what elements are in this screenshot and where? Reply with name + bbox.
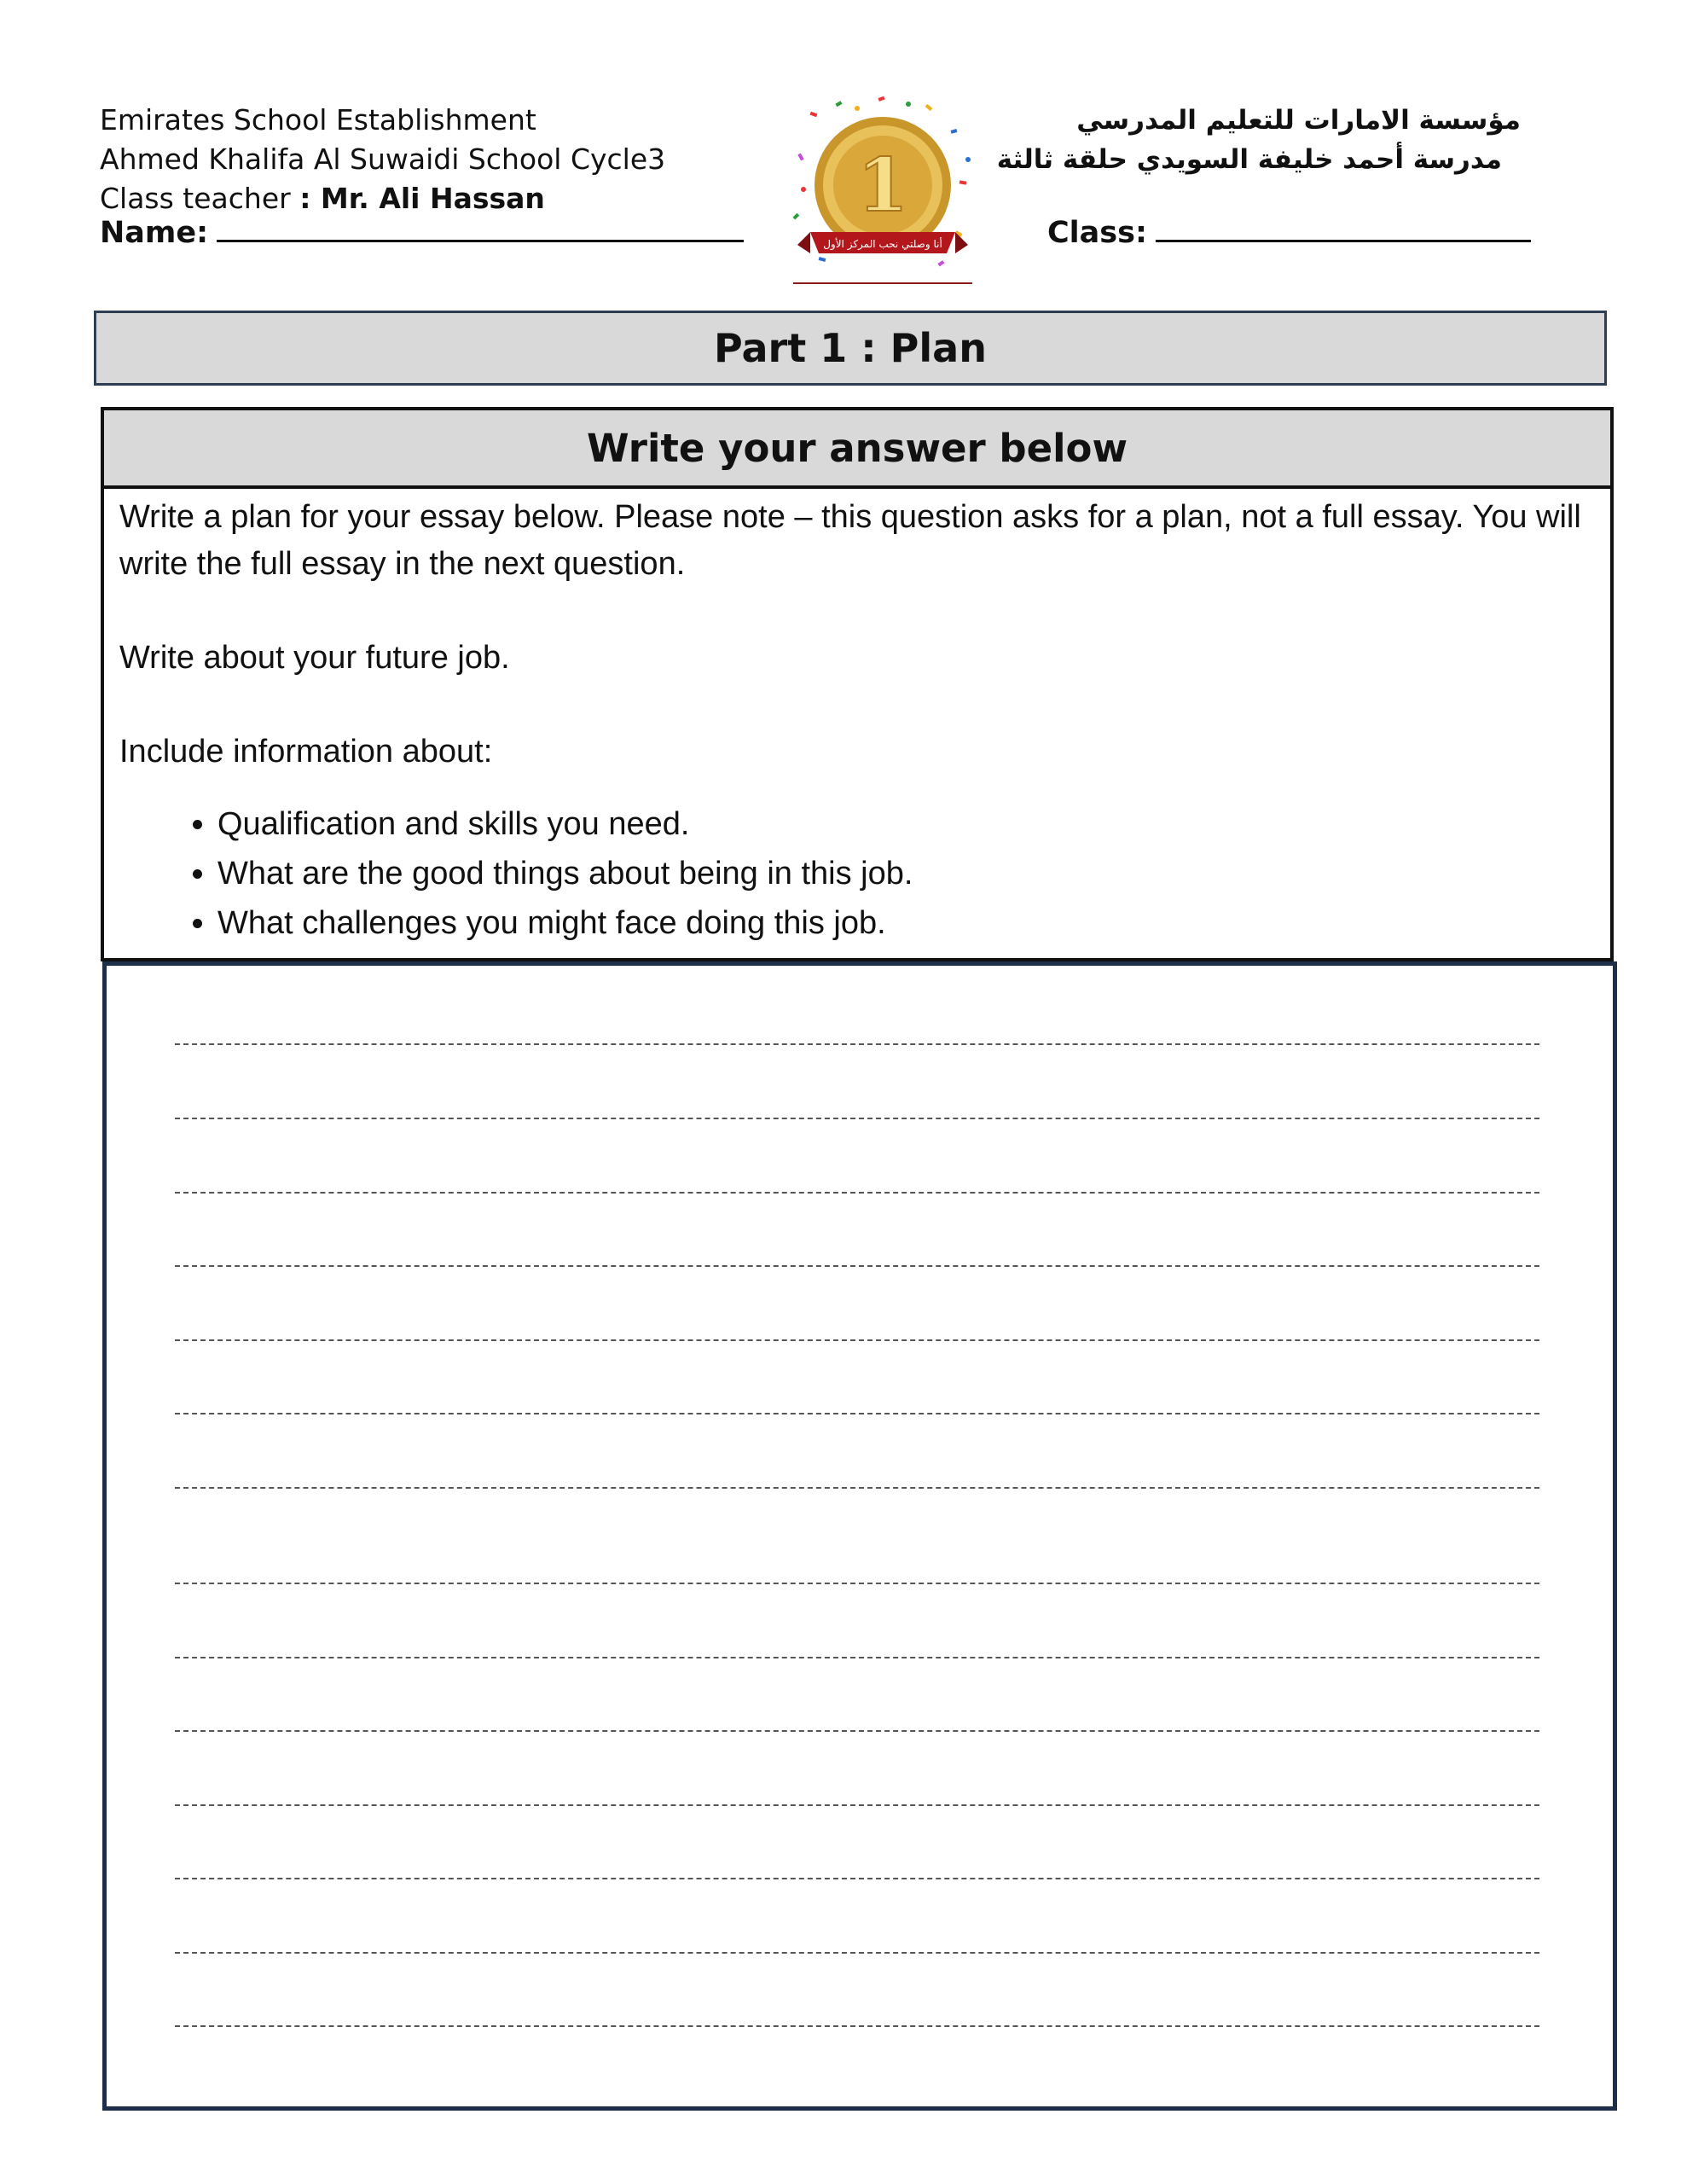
school-name-arabic: مدرسة أحمد خليفة السويدي حلقة ثالثة — [996, 144, 1502, 175]
establishment-name-arabic: مؤسسة الامارات للتعليم المدرسي — [1076, 105, 1521, 136]
bullet-list — [119, 799, 1595, 948]
list-item: • What are the good things about being in this job. — [217, 849, 1595, 898]
class-teacher — [100, 179, 665, 218]
school-name: Ahmed Khalifa Al Suwaidi School Cycle3 — [100, 142, 666, 176]
class-field[interactable] — [1047, 216, 1531, 250]
medal-number: 1 — [857, 142, 908, 229]
name-field[interactable] — [100, 216, 744, 250]
name-label: Name: — [100, 216, 209, 250]
answer-line[interactable] — [175, 1043, 1539, 1045]
answer-line[interactable] — [175, 1192, 1539, 1194]
answer-line[interactable] — [175, 1952, 1539, 1954]
medal-ribbon-text: أنا وصلتي نحب المركز الأول — [823, 238, 942, 250]
class-label: Class: — [1047, 216, 1147, 250]
question-box — [101, 407, 1614, 961]
question-heading: Write your answer below — [104, 410, 1610, 489]
answer-area[interactable] — [102, 961, 1617, 2111]
teacher-name: : Mr. Ali Hassan — [299, 182, 545, 215]
question-body — [104, 489, 1610, 948]
answer-line[interactable] — [175, 1487, 1539, 1489]
class-underline[interactable] — [1156, 221, 1531, 242]
establishment-name: Emirates School Establishment — [100, 103, 536, 136]
name-underline[interactable] — [217, 221, 744, 242]
prompt-text: Write about your future job. — [119, 640, 510, 676]
school-info — [100, 101, 665, 218]
answer-line[interactable] — [175, 1804, 1539, 1806]
answer-line[interactable] — [175, 1118, 1539, 1119]
answer-line[interactable] — [175, 1878, 1539, 1879]
instruction-text: Write a plan for your essay below. Please note – this question asks for a plan, not a full essay. You will write the full essay in the next question. — [119, 499, 1581, 582]
answer-line[interactable] — [175, 2025, 1539, 2027]
list-item: • What challenges you might face doing this job. — [217, 898, 1595, 948]
include-label: Include information about: — [119, 734, 493, 770]
answer-line[interactable] — [175, 1657, 1539, 1658]
answer-line[interactable] — [175, 1339, 1539, 1341]
answer-line[interactable] — [175, 1413, 1539, 1414]
answer-line[interactable] — [175, 1583, 1539, 1584]
part-title: Part 1 : Plan — [94, 311, 1607, 386]
answer-line[interactable] — [175, 1730, 1539, 1732]
school-info-arabic — [924, 101, 1521, 179]
list-item: • Qualification and skills you need. — [217, 799, 1595, 849]
answer-line[interactable] — [175, 1265, 1539, 1267]
teacher-label: Class teacher — [100, 182, 300, 215]
